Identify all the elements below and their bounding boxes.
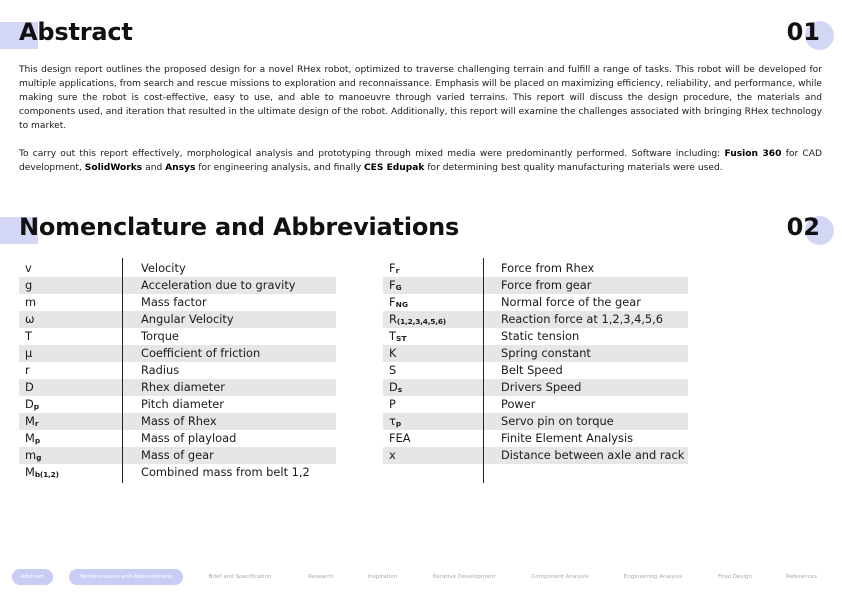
definition: Mass factor bbox=[141, 295, 207, 309]
nomenclature-row bbox=[19, 311, 336, 328]
symbol-subscript: g bbox=[36, 453, 42, 462]
nomenclature-title: Nomenclature and Abbreviations bbox=[19, 213, 460, 241]
symbol bbox=[25, 464, 59, 483]
nomenclature-row bbox=[19, 362, 336, 379]
nav-item-brief-and-specification[interactable]: Brief and Specification bbox=[208, 574, 272, 580]
symbol-subscript: p bbox=[33, 402, 40, 411]
abstract-header bbox=[0, 18, 842, 52]
symbol bbox=[25, 379, 34, 396]
symbol bbox=[25, 277, 32, 294]
symbol-base: D bbox=[25, 380, 34, 394]
nomenclature-table-right bbox=[383, 260, 688, 464]
symbol bbox=[389, 396, 396, 413]
symbol-base: ω bbox=[25, 312, 35, 326]
nomenclature-row bbox=[19, 447, 336, 464]
nomenclature-row bbox=[383, 294, 688, 311]
definition: Angular Velocity bbox=[141, 312, 234, 326]
symbol-base: F bbox=[389, 295, 396, 309]
definition: Combined mass from belt 1,2 bbox=[141, 465, 310, 479]
symbol bbox=[25, 328, 32, 345]
nomenclature-divider-left bbox=[122, 258, 123, 483]
symbol-subscript: ST bbox=[395, 334, 407, 343]
nomenclature-row bbox=[383, 396, 688, 413]
symbol bbox=[389, 345, 396, 362]
symbol bbox=[25, 362, 30, 379]
symbol-base: F bbox=[389, 261, 396, 275]
symbol-base: M bbox=[25, 414, 35, 428]
nomenclature-row bbox=[383, 447, 688, 464]
symbol-base: τ bbox=[389, 414, 396, 428]
symbol bbox=[25, 311, 35, 328]
symbol-subscript: r bbox=[34, 419, 39, 428]
symbol-subscript: (1,2,3,4,5,6) bbox=[396, 317, 446, 326]
symbol-subscript: G bbox=[395, 283, 402, 292]
nomenclature-row bbox=[19, 277, 336, 294]
nomenclature-header bbox=[0, 213, 842, 247]
nomenclature-row bbox=[19, 294, 336, 311]
nomenclature-row bbox=[383, 277, 688, 294]
symbol-base: D bbox=[25, 397, 34, 411]
nomenclature-row bbox=[19, 345, 336, 362]
tool-fusion-360: Fusion 360 bbox=[724, 149, 782, 159]
section-navigation bbox=[0, 569, 842, 585]
nomenclature-row bbox=[19, 379, 336, 396]
paragraph-2-text-4: for determining best quality manufacturing materials were used. bbox=[424, 163, 723, 173]
nomenclature-row bbox=[383, 362, 688, 379]
symbol-base: S bbox=[389, 363, 397, 377]
definition: Drivers Speed bbox=[501, 380, 582, 394]
definition: Acceleration due to gravity bbox=[141, 278, 296, 292]
symbol-base: K bbox=[389, 346, 397, 360]
symbol-subscript: p bbox=[395, 419, 402, 428]
paragraph-2-text-2: and bbox=[142, 163, 166, 173]
definition: Rhex diameter bbox=[141, 380, 225, 394]
nav-item-research[interactable]: Research bbox=[308, 574, 334, 580]
definition: Power bbox=[501, 397, 536, 411]
nomenclature-row bbox=[383, 430, 688, 447]
nav-item-final-design[interactable]: Final Design bbox=[718, 574, 752, 580]
definition: Distance between axle and rack bbox=[501, 448, 685, 462]
definition: Mass of playload bbox=[141, 431, 237, 445]
nomenclature-row bbox=[383, 311, 688, 328]
definition: Torque bbox=[141, 329, 179, 343]
symbol-base: R bbox=[389, 312, 397, 326]
symbol bbox=[389, 447, 396, 464]
nomenclature-table-left bbox=[19, 260, 336, 481]
nav-item-abstract[interactable]: Abstract bbox=[20, 574, 45, 580]
symbol-base: g bbox=[25, 278, 33, 292]
paragraph-2-text-1: for CAD development, bbox=[19, 149, 823, 173]
definition: Finite Element Analysis bbox=[501, 431, 634, 445]
symbol-base: m bbox=[25, 295, 37, 309]
symbol-base: T bbox=[25, 329, 32, 343]
symbol-base: M bbox=[25, 465, 35, 479]
nomenclature-row bbox=[19, 464, 336, 481]
symbol-base: x bbox=[389, 448, 396, 462]
symbol-base: D bbox=[389, 380, 398, 394]
abstract-paragraph-1: This design report outlines the proposed design for a novel RHex robot, optimized to traverse challenging terrain and fulfill a range of tasks. This robot will be developed for multiple applications, from search and rescue missions to exploration and reconnaissance. Emphasis will be placed on maximizing efficiency, reliability, and performance, while making sure the robot is cost-effective, easy to use, and able to manoeuvre through varied terrains. This report will discuss the design procedure, the materials and components used, and iteration that resulted in the ultimate design of the robot. Additionally, this report will examine the challenges associated with bringing RHex technology to market. bbox=[19, 65, 822, 131]
symbol bbox=[25, 294, 36, 311]
definition: Force from gear bbox=[501, 278, 592, 292]
nomenclature-row bbox=[19, 396, 336, 413]
symbol-subscript: p bbox=[34, 436, 41, 445]
symbol-base: FEA bbox=[389, 431, 411, 445]
tool-ces-edupak: CES Edupak bbox=[363, 163, 425, 173]
symbol-subscript: b(1,2) bbox=[34, 470, 59, 479]
definition: Normal force of the gear bbox=[501, 295, 641, 309]
symbol-base: T bbox=[389, 329, 396, 343]
definition: Radius bbox=[141, 363, 180, 377]
symbol-base: r bbox=[25, 363, 30, 377]
nav-item-inspiration[interactable]: Inspiration bbox=[367, 574, 398, 580]
definition: Spring constant bbox=[501, 346, 591, 360]
nomenclature-row bbox=[19, 260, 336, 277]
symbol bbox=[25, 260, 32, 277]
nav-item-engineering-analysis[interactable]: Engineering Analysis bbox=[623, 574, 683, 580]
nav-item-component-analysis[interactable]: Component Analysis bbox=[531, 574, 589, 580]
nomenclature-divider-right bbox=[483, 258, 484, 483]
symbol bbox=[389, 362, 396, 379]
definition: Mass of gear bbox=[141, 448, 214, 462]
symbol-base: m bbox=[25, 448, 37, 462]
symbol-subscript: s bbox=[397, 385, 403, 394]
definition: Static tension bbox=[501, 329, 580, 343]
definition: Reaction force at 1,2,3,4,5,6 bbox=[501, 312, 664, 326]
nomenclature-row bbox=[383, 345, 688, 362]
symbol-base: M bbox=[25, 431, 35, 445]
symbol-subscript: NG bbox=[395, 300, 409, 309]
definition: Servo pin on torque bbox=[501, 414, 614, 428]
symbol-base: P bbox=[389, 397, 396, 411]
definition: Force from Rhex bbox=[501, 261, 595, 275]
nav-item-nomenclature-and-abbreviations[interactable]: Nomenclature and Abbreviations bbox=[79, 574, 172, 580]
nomenclature-row bbox=[19, 328, 336, 345]
symbol-subscript: r bbox=[395, 266, 400, 275]
symbol-base: F bbox=[389, 278, 396, 292]
abstract-section-number: 01 bbox=[786, 18, 820, 46]
definition: Mass of Rhex bbox=[141, 414, 217, 428]
nomenclature-row bbox=[19, 430, 336, 447]
abstract-paragraph-2 bbox=[19, 147, 822, 175]
nomenclature-row bbox=[383, 328, 688, 345]
tool-solidworks: SolidWorks bbox=[84, 163, 143, 173]
nomenclature-row bbox=[383, 413, 688, 430]
definition: Belt Speed bbox=[501, 363, 563, 377]
symbol-base: v bbox=[25, 261, 32, 275]
paragraph-2-text-3: for engineering analysis, and finally bbox=[195, 163, 364, 173]
tool-ansys: Ansys bbox=[165, 163, 196, 173]
symbol bbox=[25, 345, 32, 362]
nomenclature-section-number: 02 bbox=[786, 213, 820, 241]
nomenclature-row bbox=[383, 260, 688, 277]
nomenclature-row bbox=[19, 413, 336, 430]
definition: Velocity bbox=[141, 261, 186, 275]
definition: Coefficient of friction bbox=[141, 346, 261, 360]
abstract-title: Abstract bbox=[19, 18, 133, 46]
definition: Pitch diameter bbox=[141, 397, 224, 411]
nomenclature-row bbox=[383, 379, 688, 396]
paragraph-2-intro: To carry out this report effectively, morphological analysis and prototyping through mixed media were predominantly performed. Software including: bbox=[19, 149, 725, 159]
symbol bbox=[389, 430, 411, 447]
symbol-base: μ bbox=[25, 346, 33, 360]
nav-item-iterative-development[interactable]: Iterative Development bbox=[432, 574, 496, 580]
nav-item-references[interactable]: References bbox=[785, 574, 818, 580]
